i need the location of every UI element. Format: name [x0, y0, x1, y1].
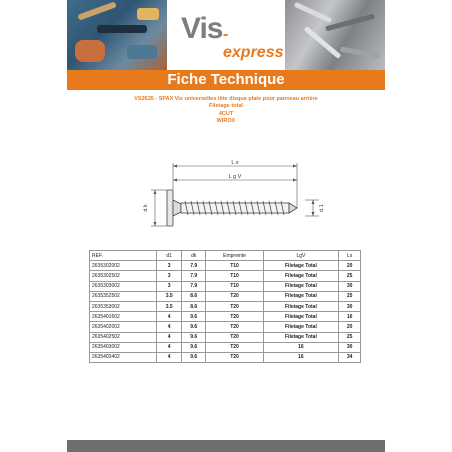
cell-empreinte: T20: [206, 301, 263, 311]
cell-d1: 3.5: [157, 291, 182, 301]
table-header-row: [90, 251, 361, 261]
cell-d1: 3: [157, 261, 182, 271]
table-row: [90, 281, 361, 291]
logo: [167, 0, 285, 70]
cell-lgv: Filetage Total: [263, 281, 339, 291]
cell-ref: 2635352502: [90, 291, 157, 301]
ls-label: L s: [231, 160, 239, 166]
cell-d1: 4: [157, 342, 182, 352]
product-description: [67, 96, 385, 125]
table-row: [90, 332, 361, 342]
table-row: [90, 342, 361, 352]
page-title: Fiche Technique: [167, 71, 285, 88]
cell-empreinte: T10: [206, 271, 263, 281]
tools-photo: [67, 0, 167, 70]
cell-empreinte: T20: [206, 332, 263, 342]
cell-ls: 30: [339, 301, 361, 311]
cell-lgv: Filetage Total: [263, 291, 339, 301]
cell-d1: 4: [157, 322, 182, 332]
cell-d1: 4: [157, 332, 182, 342]
cell-ls: 16: [339, 312, 361, 322]
screw-drawing: [137, 158, 327, 228]
cell-ls: 34: [339, 352, 361, 362]
col-header-ls: Ls: [339, 251, 361, 261]
cell-ls: 25: [339, 332, 361, 342]
cell-empreinte: T10: [206, 281, 263, 291]
table-row: [90, 291, 361, 301]
cell-ls: 20: [339, 261, 361, 271]
cell-dk: 9.6: [181, 342, 206, 352]
cell-lgv: 16: [263, 342, 339, 352]
cell-d1: 3: [157, 281, 182, 291]
cell-lgv: Filetage Total: [263, 312, 339, 322]
product-line-3: 4CUT: [218, 110, 234, 117]
cell-dk: 9.6: [181, 332, 206, 342]
cell-ls: 30: [339, 281, 361, 291]
cell-ref: 2635302502: [90, 271, 157, 281]
cell-ref: 2635401602: [90, 312, 157, 322]
cell-empreinte: T20: [206, 352, 263, 362]
cell-empreinte: T20: [206, 322, 263, 332]
col-header-dk: dk: [181, 251, 206, 261]
cell-d1: 4: [157, 312, 182, 322]
cell-ref: 2635403002: [90, 342, 157, 352]
spec-table: [89, 250, 361, 363]
cell-dk: 7.9: [181, 261, 206, 271]
cell-ls: 20: [339, 322, 361, 332]
col-header-empreinte: Empreinte: [206, 251, 263, 261]
cell-dk: 9.6: [181, 352, 206, 362]
product-line-1: VS2635 - SPAX Vis universelles tête disque plate pour panneau arrière: [134, 96, 318, 102]
cell-ref: 2635353002: [90, 301, 157, 311]
product-line-2: Filetage total: [209, 103, 243, 110]
col-header-ref: REF.: [90, 251, 157, 261]
cell-dk: 7.9: [181, 271, 206, 281]
title-banner: [67, 70, 385, 90]
table-row: [90, 261, 361, 271]
table-row: [90, 322, 361, 332]
product-line-4: WIROX: [216, 117, 236, 124]
cell-ref: 2635303002: [90, 281, 157, 291]
col-header-lgv: LgV: [263, 251, 339, 261]
cell-dk: 8.6: [181, 291, 206, 301]
cell-lgv: Filetage Total: [263, 271, 339, 281]
lgv-label: L g V: [228, 174, 242, 180]
cell-empreinte: T10: [206, 261, 263, 271]
cell-lgv: Filetage Total: [263, 332, 339, 342]
cell-dk: 8.6: [181, 301, 206, 311]
cell-ls: 25: [339, 291, 361, 301]
table-row: [90, 352, 361, 362]
cell-dk: 9.6: [181, 322, 206, 332]
cell-dk: 7.9: [181, 281, 206, 291]
col-header-d1: d1: [157, 251, 182, 261]
cell-lgv: Filetage Total: [263, 301, 339, 311]
dk-label: d k: [143, 204, 149, 212]
table-row: [90, 301, 361, 311]
screws-photo: [285, 0, 385, 70]
cell-lgv: Filetage Total: [263, 322, 339, 332]
cell-ls: 30: [339, 342, 361, 352]
cell-ref: 2635402502: [90, 332, 157, 342]
logo-suffix: -express: [223, 26, 284, 61]
cell-empreinte: T20: [206, 342, 263, 352]
cell-lgv: 16: [263, 352, 339, 362]
cell-ref: 2635402002: [90, 322, 157, 332]
cell-lgv: Filetage Total: [263, 261, 339, 271]
cell-empreinte: T20: [206, 291, 263, 301]
table-row: [90, 312, 361, 322]
d1-label: d 1: [319, 204, 325, 212]
cell-empreinte: T20: [206, 312, 263, 322]
cell-ls: 25: [339, 271, 361, 281]
cell-dk: 9.6: [181, 312, 206, 322]
cell-d1: 4: [157, 352, 182, 362]
cell-d1: 3: [157, 271, 182, 281]
cell-ref: 2635403402: [90, 352, 157, 362]
logo-brand: Vis: [181, 12, 223, 45]
header-banner: [67, 0, 385, 70]
cell-d1: 3.5: [157, 301, 182, 311]
table-row: [90, 271, 361, 281]
cell-ref: 2635302002: [90, 261, 157, 271]
footer-bar: [67, 440, 385, 452]
